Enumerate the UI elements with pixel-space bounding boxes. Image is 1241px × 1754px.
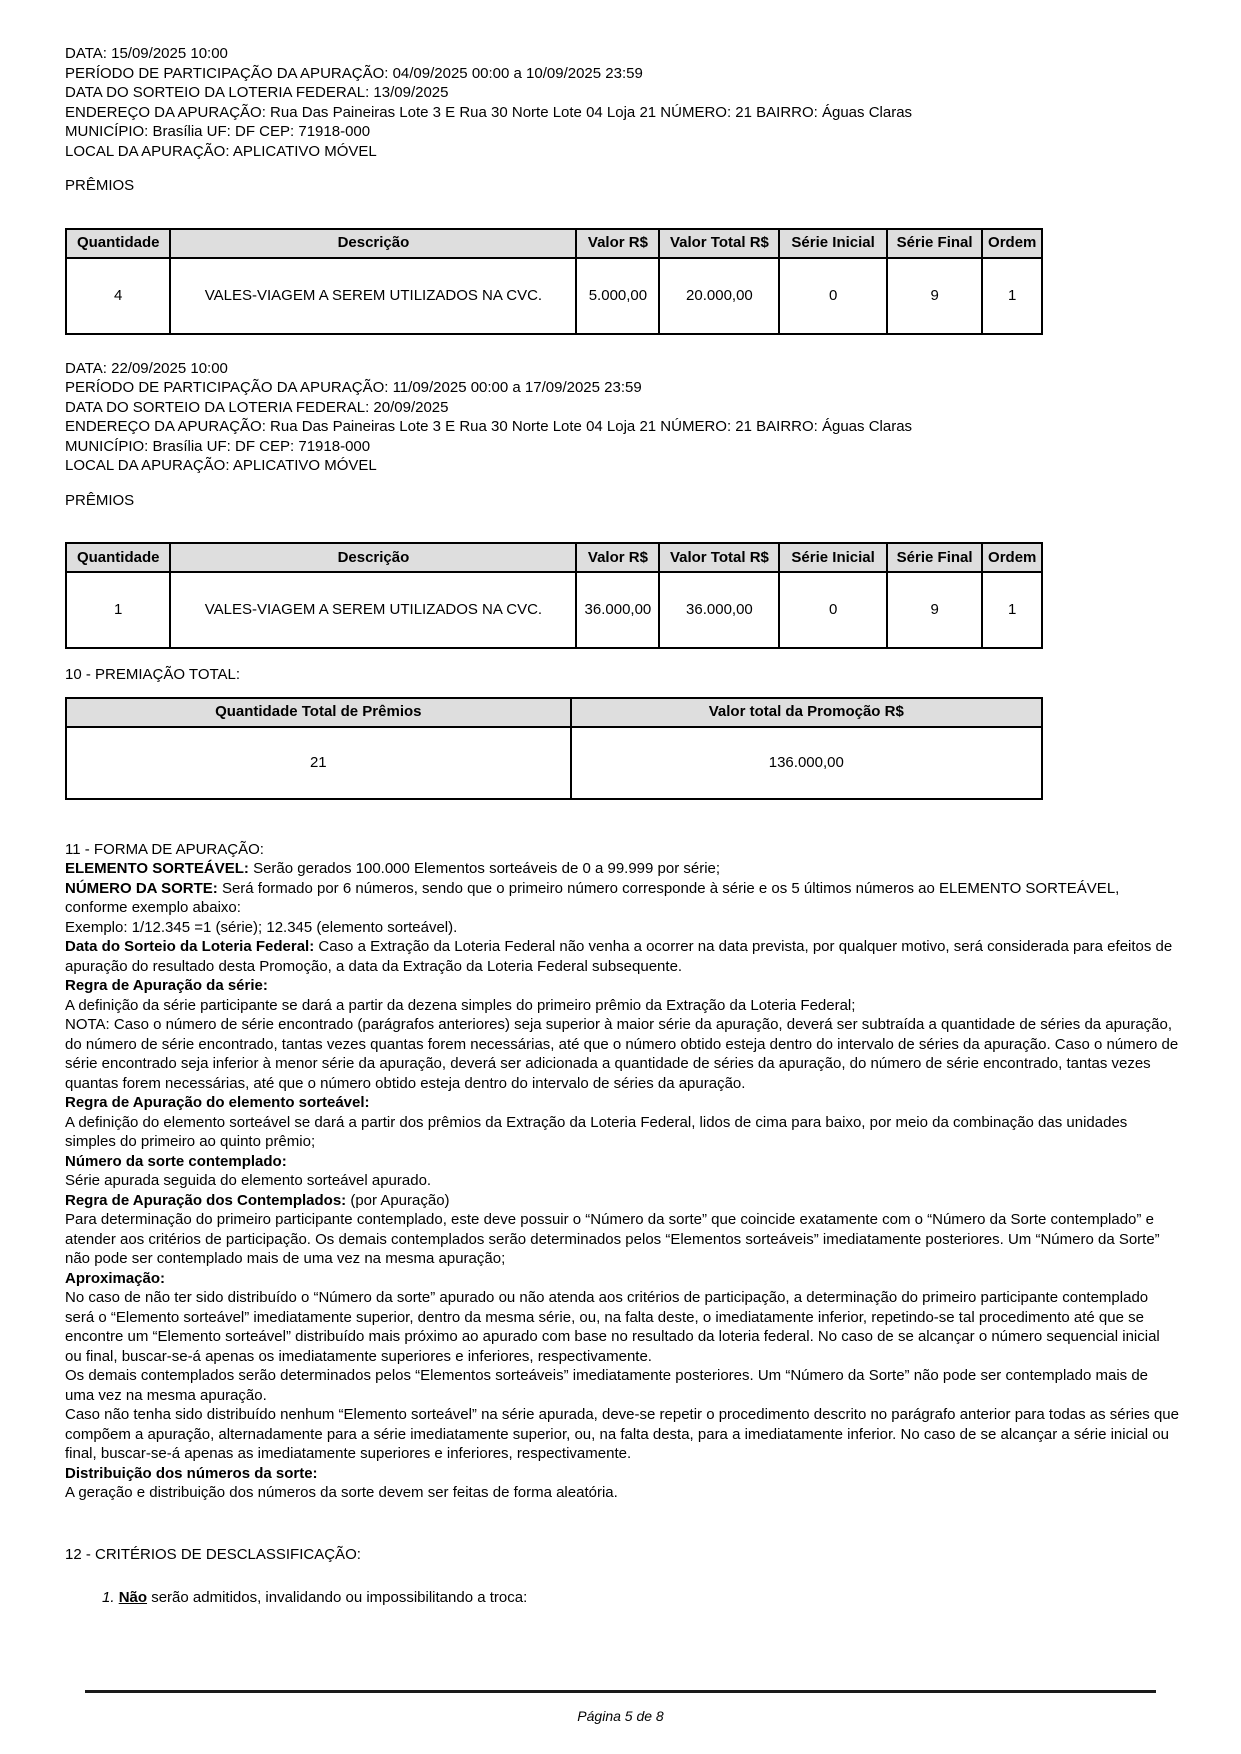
cell-quantidade: 1	[66, 572, 170, 648]
page-footer	[0, 1690, 1241, 1727]
section-heading-12: 12 - CRITÉRIOS DE DESCLASSIFICAÇÃO:	[65, 1545, 361, 1563]
paragraph-text: Os demais contemplados serão determinados pelos “Elementos sorteáveis” imediatamente posteriores. Um “Número da Sorte” não pode ser contemplado mais de uma vez na mesma apuração.	[65, 1367, 1149, 1404]
premios-label: PRÊMIOS	[65, 491, 135, 509]
cell-valor-promocao: 136.000,00	[571, 727, 1042, 799]
paragraph-text: (por Apuração)	[346, 1191, 450, 1209]
header-quantidade: Quantidade	[66, 543, 170, 572]
paragraph-text: Caso não tenha sido distribuído nenhum “Elemento sorteável” na série apurada, deve-se repetir o procedimento descrito no parágrafo anterior para todas as séries que compõem a apuração, alternadamente para a série imediatamente superior, ou, na falta desta, para a imediatamente inferior. No caso de se alcançar a série inicial ou final, buscar-se-á apenas as imediatamente superiores e inferiores, respectivamente.	[65, 1406, 1179, 1462]
cell-valor: 36.000,00	[576, 572, 659, 648]
paragraph-text: A definição do elemento sorteável se dará a partir dos prêmios da Extração da Loteria Federal, lidos de cima para baixo, por meio da combinação das unidades simples do primeiro ao quinto prêmio;	[65, 1113, 1128, 1150]
premiacao-total-table	[65, 697, 1043, 800]
paragraph-lead: Regra de Apuração do elemento sorteável:	[65, 1094, 370, 1111]
info-line-periodo: PERÍODO DE PARTICIPAÇÃO DA APURAÇÃO: 11/09/2025 00:00 a 17/09/2025 23:59	[65, 379, 642, 396]
paragraph-text: Série apurada seguida do elemento sorteável apurado.	[65, 1172, 432, 1189]
paragraph-lead: Regra de Apuração da série:	[65, 977, 268, 994]
footer-divider	[85, 1690, 1156, 1693]
paragraph	[65, 859, 1180, 879]
paragraph	[65, 1366, 1180, 1405]
header-valor-total: Valor Total R$	[659, 543, 779, 572]
header-quantidade: Quantidade	[66, 229, 170, 258]
table-row	[66, 258, 1042, 334]
info-line-local: LOCAL DA APURAÇÃO: APLICATIVO MÓVEL	[65, 457, 377, 474]
section-heading-10: 10 - PREMIAÇÃO TOTAL:	[65, 666, 241, 683]
cell-serie-inicial: 0	[779, 572, 886, 648]
info-line-endereco: ENDEREÇO DA APURAÇÃO: Rua Das Paineiras Lote 3 E Rua 30 Norte Lote 04 Loja 21 NÚMERO: 21 BAIRRO: Águas Claras	[65, 103, 913, 121]
cell-serie-inicial: 0	[779, 258, 886, 334]
header-serie-final: Série Final	[887, 229, 983, 258]
apuracao-block-2	[65, 359, 1180, 650]
info-line-endereco: ENDEREÇO DA APURAÇÃO: Rua Das Paineiras Lote 3 E Rua 30 Norte Lote 04 Loja 21 NÚMERO: 21 BAIRRO: Águas Claras	[65, 418, 913, 435]
list-item-bold: Não	[118, 1589, 148, 1606]
paragraph-text: Serão gerados 100.000 Elementos sorteáveis de 0 a 99.999 por série;	[248, 860, 721, 877]
info-line-municipio: MUNICÍPIO: Brasília UF: DF CEP: 71918-000	[65, 123, 371, 140]
header-serie-inicial: Série Inicial	[779, 543, 886, 572]
list-item-text: serão admitidos, invalidando ou impossibilitando a troca:	[147, 1589, 528, 1606]
cell-descricao: VALES-VIAGEM A SEREM UTILIZADOS NA CVC.	[170, 572, 576, 648]
list-item-number: 1.	[102, 1589, 115, 1606]
apuracao-block-1	[65, 44, 1180, 335]
header-valor: Valor R$	[576, 543, 659, 572]
cell-valor-total: 36.000,00	[659, 572, 779, 648]
paragraph	[65, 937, 1180, 976]
header-serie-final: Série Final	[887, 543, 983, 572]
paragraph	[65, 1483, 1180, 1503]
paragraph-lead: Número da sorte contemplado:	[65, 1152, 287, 1170]
paragraph-lead: Distribuição dos números da sorte:	[65, 1464, 318, 1482]
cell-descricao: VALES-VIAGEM A SEREM UTILIZADOS NA CVC.	[170, 258, 576, 334]
premios-table-2	[65, 542, 1043, 649]
header-quantidade-total: Quantidade Total de Prêmios	[66, 698, 571, 727]
cell-serie-final: 9	[887, 258, 983, 334]
paragraph-text: A geração e distribuição dos números da sorte devem ser feitas de forma aleatória.	[65, 1484, 618, 1501]
table-header-row	[66, 229, 1042, 258]
header-valor: Valor R$	[576, 229, 659, 258]
info-line-data: DATA: 22/09/2025 10:00	[65, 359, 228, 377]
table-header-row	[66, 698, 1042, 727]
paragraph	[65, 1405, 1180, 1464]
cell-ordem: 1	[982, 258, 1042, 334]
forma-apuracao-paragraphs	[65, 859, 1180, 1503]
paragraph	[65, 976, 1180, 996]
paragraph	[65, 1269, 1180, 1289]
cell-serie-final: 9	[887, 572, 983, 648]
header-ordem: Ordem	[982, 229, 1042, 258]
paragraph	[65, 1210, 1180, 1269]
paragraph-lead: NÚMERO DA SORTE:	[65, 879, 218, 897]
paragraph	[65, 1171, 1180, 1191]
paragraph	[65, 918, 1180, 938]
info-line-municipio: MUNICÍPIO: Brasília UF: DF CEP: 71918-000	[65, 437, 371, 455]
header-valor-total: Valor Total R$	[659, 229, 779, 258]
paragraph-lead: Data do Sorteio da Loteria Federal:	[65, 938, 315, 955]
header-descricao: Descrição	[170, 543, 576, 572]
table-header-row	[66, 543, 1042, 572]
apuracao-info-1	[65, 44, 1180, 161]
paragraph-lead: Regra de Apuração dos Contemplados:	[65, 1191, 347, 1209]
table-row	[66, 727, 1042, 799]
cell-quantidade: 4	[66, 258, 170, 334]
paragraph-text: A definição da série participante se dará a partir da dezena simples do primeiro prêmio da Extração da Loteria Federal;	[65, 996, 856, 1014]
table-row	[66, 572, 1042, 648]
info-line-data: DATA: 15/09/2025 10:00	[65, 45, 228, 62]
cell-quantidade-total: 21	[66, 727, 571, 799]
paragraph	[65, 1191, 1180, 1211]
header-valor-promocao: Valor total da Promoção R$	[571, 698, 1042, 727]
paragraph-text: Exemplo: 1/12.345 =1 (série); 12.345 (elemento sorteável).	[65, 918, 458, 936]
paragraph-text: Caso a Extração da Loteria Federal não venha a ocorrer na data prevista, por qualquer motivo, será considerada para efeitos de apuração do resultado desta Promoção, a data da Extração da Loteria Federal subsequente.	[65, 938, 1173, 975]
header-descricao: Descrição	[170, 229, 576, 258]
forma-apuracao-section	[65, 840, 1180, 1503]
paragraph	[65, 879, 1180, 918]
paragraph	[65, 1113, 1180, 1152]
info-line-sorteio: DATA DO SORTEIO DA LOTERIA FEDERAL: 13/09/2025	[65, 84, 449, 101]
premiacao-total-section	[65, 665, 1180, 800]
paragraph-text: Para determinação do primeiro participante contemplado, este deve possuir o “Número da sorte” que coincide exatamente com o “Número da Sorte contemplado” e atender aos critérios de participação. Os demais contemplados serão determinados pelos “Elementos sorteáveis” imediatamente posteriores. Um “Número da Sorte” não pode ser contemplado mais de uma vez na mesma apuração;	[65, 1211, 1160, 1267]
section-heading-11: 11 - FORMA DE APURAÇÃO:	[65, 840, 264, 858]
premios-label: PRÊMIOS	[65, 177, 135, 194]
page-number: Página 5 de 8	[577, 1708, 664, 1724]
paragraph	[65, 1015, 1180, 1093]
cell-ordem: 1	[982, 572, 1042, 648]
paragraph	[65, 1152, 1180, 1172]
desclassificacao-item-1	[102, 1588, 1180, 1608]
info-line-local: LOCAL DA APURAÇÃO: APLICATIVO MÓVEL	[65, 142, 377, 160]
desclassificacao-section	[65, 1545, 1180, 1608]
header-serie-inicial: Série Inicial	[779, 229, 886, 258]
cell-valor-total: 20.000,00	[659, 258, 779, 334]
paragraph-lead: ELEMENTO SORTEÁVEL:	[65, 860, 249, 877]
apuracao-info-2	[65, 359, 1180, 476]
paragraph	[65, 1288, 1180, 1366]
paragraph-text: NOTA: Caso o número de série encontrado (parágrafos anteriores) seja superior à maior série da apuração, deverá ser subtraída a quantidade de séries da apuração, do número de série encontrado, tantas vezes quantas forem necessárias, até que o número obtido esteja dentro do intervalo de séries da apuração. Caso o número de série encontrado seja inferior à menor série da apuração, deverá ser adicionada a quantidade de séries da apuração, do número de série encontrado, tantas vezes quantas forem necessárias, até que o número obtido esteja dentro do intervalo de séries da apuração.	[65, 1016, 1179, 1092]
paragraph	[65, 996, 1180, 1016]
paragraph-text: No caso de não ter sido distribuído o “Número da sorte” apurado ou não atenda aos critérios de participação, a determinação do primeiro participante contemplado será o “Elemento sorteável” imediatamente superior, dentro da mesma série, ou, na falta deste, o imediatamente inferior, repetindo-se tal procedimento até que se encontre um “Elemento sorteável” distribuído mais próximo ao apurado com base no resultado da loteria federal. No caso de se alcançar o número sequencial inicial ou final, buscar-se-á apenas os imediatamente superiores e inferiores, respectivamente.	[65, 1289, 1160, 1365]
premios-table-1	[65, 228, 1043, 335]
header-ordem: Ordem	[982, 543, 1042, 572]
paragraph-lead: Aproximação:	[65, 1269, 166, 1287]
info-line-sorteio: DATA DO SORTEIO DA LOTERIA FEDERAL: 20/09/2025	[65, 398, 449, 416]
paragraph	[65, 1464, 1180, 1484]
cell-valor: 5.000,00	[576, 258, 659, 334]
paragraph	[65, 1093, 1180, 1113]
paragraph-text: Será formado por 6 números, sendo que o primeiro número corresponde à série e os 5 últimos números ao ELEMENTO SORTEÁVEL, conforme exemplo abaixo:	[65, 879, 1120, 916]
info-line-periodo: PERÍODO DE PARTICIPAÇÃO DA APURAÇÃO: 04/09/2025 00:00 a 10/09/2025 23:59	[65, 64, 643, 82]
